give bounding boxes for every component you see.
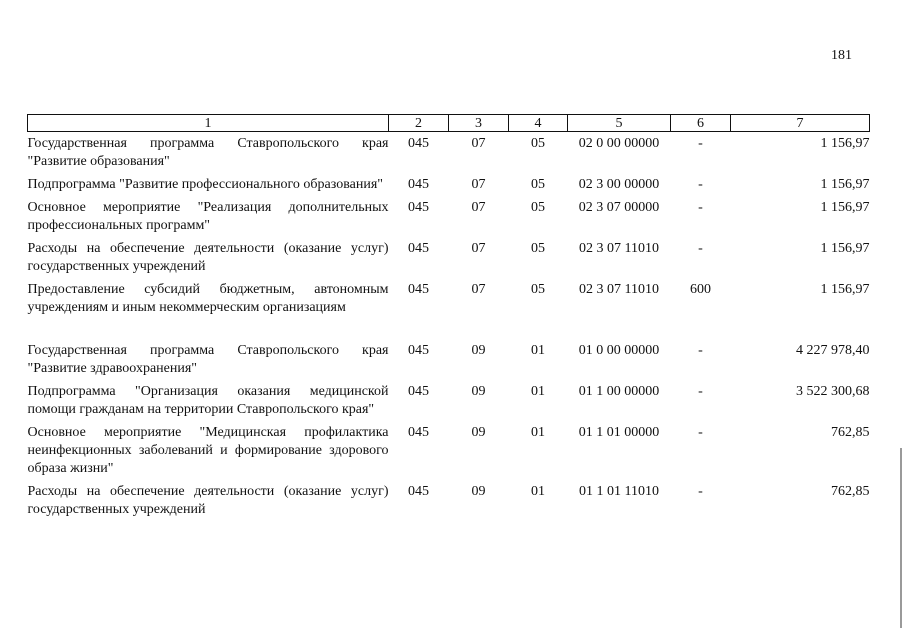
row-col-6: - [698, 343, 703, 358]
row-name: Подпрограмма "Организация оказания медицинской помощи гражданам на территории Ставропольского края" [27, 384, 389, 417]
table-row [28, 132, 870, 175]
row-amount: 1 156,97 [820, 200, 870, 215]
row-name: Расходы на обеспечение деятельности (оказание услуг) государственных учреждений [27, 484, 389, 517]
row-col-3: 07 [471, 282, 486, 297]
row-col-2: 045 [408, 343, 429, 358]
row-amount: 1 156,97 [820, 282, 870, 297]
row-col-5: 02 0 00 00000 [578, 136, 660, 151]
row-col-6: - [698, 241, 703, 256]
row-col-3: 07 [471, 136, 486, 151]
row-col-6: - [698, 384, 703, 399]
row-col-4: 05 [531, 177, 545, 192]
row-col-6: - [698, 136, 703, 151]
header-col-3: 3 [449, 115, 509, 132]
row-col-6: 600 [690, 282, 711, 297]
row-col-5: 01 1 00 00000 [578, 384, 660, 399]
row-col-2: 045 [408, 484, 429, 499]
row-col-2: 045 [408, 136, 429, 151]
row-name: Государственная программа Ставропольского края "Развитие образования" [27, 136, 389, 169]
row-amount: 1 156,97 [820, 136, 870, 151]
row-name: Предоставление субсидий бюджетным, автономным учреждениям и иным некоммерческим организациям [27, 282, 389, 315]
row-col-5: 02 3 07 00000 [578, 200, 660, 215]
budget-table [27, 114, 870, 522]
row-col-3: 09 [471, 384, 486, 399]
row-col-4: 01 [531, 384, 545, 399]
row-col-6: - [698, 177, 703, 192]
row-col-4: 01 [531, 484, 545, 499]
row-col-4: 01 [531, 425, 545, 440]
row-amount: 762,85 [831, 484, 870, 499]
row-col-4: 05 [531, 241, 545, 256]
header-col-1: 1 [28, 115, 389, 132]
table-header-row [28, 115, 870, 132]
row-col-3: 09 [471, 484, 486, 499]
row-col-5: 02 3 00 00000 [578, 177, 660, 192]
row-name: Подпрограмма "Развитие профессионального образования" [27, 177, 383, 192]
table-row [28, 279, 870, 320]
scan-edge-line [900, 448, 902, 628]
row-col-5: 02 3 07 11010 [579, 282, 659, 297]
row-col-4: 05 [531, 282, 545, 297]
row-col-2: 045 [408, 384, 429, 399]
row-col-2: 045 [408, 177, 429, 192]
row-col-3: 07 [471, 177, 486, 192]
row-col-3: 07 [471, 200, 486, 215]
row-amount: 1 156,97 [820, 241, 870, 256]
table-row [28, 174, 870, 197]
header-col-7: 7 [731, 115, 870, 132]
table-row [28, 320, 870, 381]
header-col-2: 2 [389, 115, 449, 132]
row-col-4: 01 [531, 343, 545, 358]
row-col-2: 045 [408, 200, 429, 215]
row-col-5: 01 1 01 00000 [578, 425, 660, 440]
row-col-2: 045 [408, 241, 429, 256]
row-col-5: 01 1 01 11010 [579, 484, 659, 499]
row-col-3: 09 [471, 343, 486, 358]
table-row [28, 238, 870, 279]
header-col-5: 5 [568, 115, 671, 132]
table-row [28, 197, 870, 238]
row-name: Основное мероприятие "Медицинская профилактика неинфекционных заболеваний и формирование здорового образа жизни" [27, 425, 389, 476]
table-row [28, 381, 870, 422]
row-col-4: 05 [531, 136, 545, 151]
row-col-3: 07 [471, 241, 486, 256]
table-row [28, 422, 870, 481]
row-col-3: 09 [471, 425, 486, 440]
page-number: 181 [831, 48, 852, 63]
row-amount: 762,85 [831, 425, 870, 440]
row-col-5: 01 0 00 00000 [578, 343, 660, 358]
row-col-6: - [698, 484, 703, 499]
row-name: Государственная программа Ставропольского края "Развитие здравоохранения" [27, 343, 389, 376]
row-amount: 4 227 978,40 [796, 343, 870, 358]
row-col-2: 045 [408, 282, 429, 297]
row-name: Основное мероприятие "Реализация дополнительных профессиональных программ" [27, 200, 389, 233]
row-col-6: - [698, 425, 703, 440]
row-col-6: - [698, 200, 703, 215]
header-col-6: 6 [671, 115, 731, 132]
row-col-4: 05 [531, 200, 545, 215]
row-name: Расходы на обеспечение деятельности (оказание услуг) государственных учреждений [27, 241, 389, 274]
row-amount: 1 156,97 [820, 177, 870, 192]
header-col-4: 4 [509, 115, 568, 132]
row-amount: 3 522 300,68 [796, 384, 870, 399]
table-row [28, 481, 870, 522]
row-col-5: 02 3 07 11010 [579, 241, 659, 256]
row-col-2: 045 [408, 425, 429, 440]
